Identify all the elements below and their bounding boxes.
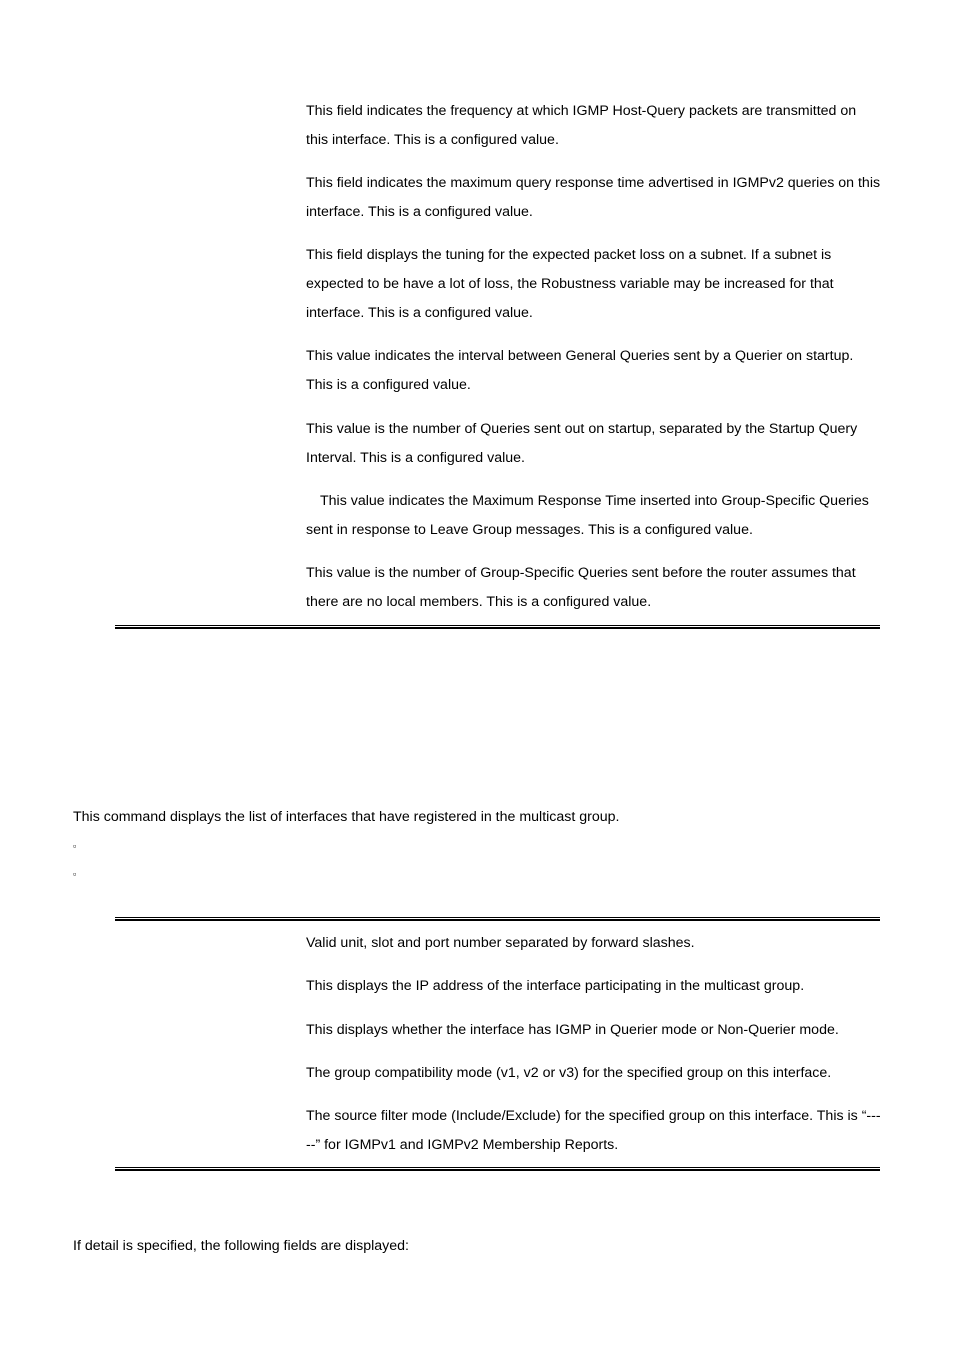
command-description: This command displays the list of interfaces that have registered in the multicast group. bbox=[73, 809, 620, 825]
table1-row-startup-query-count: This value is the number of Queries sent out on startup, separated by the Startup Query Interval. This is a configured value. bbox=[306, 421, 858, 466]
detail-note: If detail is specified, the following fields are displayed: bbox=[73, 1238, 409, 1254]
table2-row-interface: Valid unit, slot and port number separated by forward slashes. bbox=[306, 935, 695, 951]
table2-row-querier-mode: This displays whether the interface has IGMP in Querier mode or Non-Querier mode. bbox=[306, 1022, 839, 1038]
table2-row-compatibility-mode: The group compatibility mode (v1, v2 or v3) for the specified group on this interface. bbox=[306, 1065, 832, 1081]
table2-top-rule bbox=[115, 917, 880, 921]
table1-row-last-member-query-interval: This value indicates the Maximum Response Time inserted into Group-Specific Queries sent in response to Leave Group messages. This is a configured value. bbox=[306, 493, 869, 538]
table1-row-last-member-query-count: This value is the number of Group-Specific Queries sent before the router assumes that there are no local members. This is a configured value. bbox=[306, 565, 856, 610]
table1-row-robustness: This field displays the tuning for the expected packet loss on a subnet. If a subnet is expected to be have a lot of loss, the Robustness variable may be increased for that interface. This is a configured value. bbox=[306, 247, 834, 321]
table1-row-query-interval: This field indicates the frequency at which IGMP Host-Query packets are transmitted on this interface. This is a configured value. bbox=[306, 103, 857, 148]
table2-bottom-rule bbox=[115, 1167, 880, 1171]
table2-row-ip-address: This displays the IP address of the interface participating in the multicast group. bbox=[306, 978, 805, 994]
table1-row-startup-query-interval: This value indicates the interval between General Queries sent by a Querier on startup. This is a configured value. bbox=[306, 348, 854, 393]
syntax-bullet: ▫ bbox=[73, 841, 77, 851]
table1-bottom-rule bbox=[115, 625, 880, 629]
syntax-bullet: ▫ bbox=[73, 869, 77, 879]
table2-row-source-filter-mode: The source filter mode (Include/Exclude) for the specified group on this interface. This is “-----” for IGMPv1 and IGMPv2 Membership Reports. bbox=[306, 1108, 881, 1153]
table1-row-max-response-time: This field indicates the maximum query response time advertised in IGMPv2 queries on this interface. This is a configured value. bbox=[306, 175, 881, 220]
